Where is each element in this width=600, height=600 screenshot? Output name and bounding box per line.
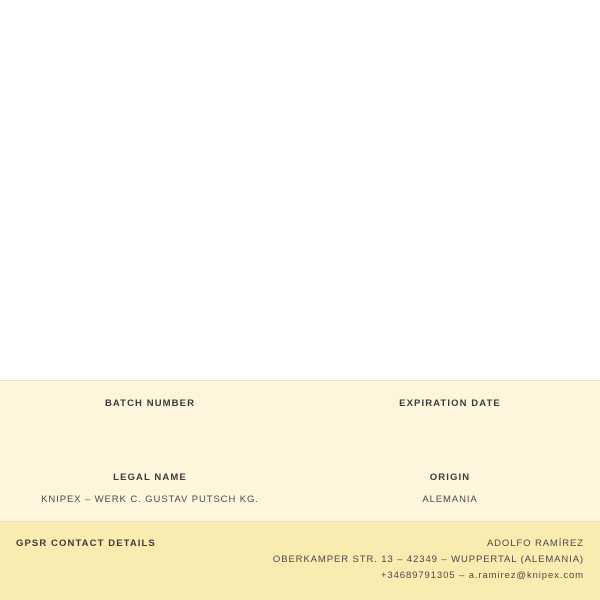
- legal-name-value: KNIPEX – WERK C. GUSTAV PUTSCH KG.: [41, 494, 259, 505]
- field-expiration-date: [300, 397, 600, 431]
- batch-number-value: [10, 419, 290, 431]
- batch-number-label: BATCH NUMBER: [104, 398, 196, 409]
- field-origin: [300, 471, 600, 507]
- field-batch-number: [0, 397, 300, 431]
- info-row-legal: [0, 471, 600, 507]
- product-info-panel: [0, 380, 600, 522]
- info-row-batch: [0, 397, 600, 431]
- gpsr-contact-name: ADOLFO RAMÍREZ: [486, 538, 584, 549]
- gpsr-contact-lines: [273, 536, 584, 584]
- origin-value: ALEMANIA: [422, 494, 478, 505]
- info-row-spacer: [0, 431, 600, 471]
- legal-name-label: LEGAL NAME: [113, 472, 187, 483]
- field-legal-name: [0, 471, 300, 507]
- gpsr-contact-title: GPSR CONTACT DETAILS: [16, 538, 156, 549]
- origin-label: ORIGIN: [429, 472, 471, 483]
- gpsr-contact-address: OBERKAMPER STR. 13 – 42349 – WUPPERTAL (ALEMANIA): [272, 554, 584, 565]
- gpsr-contact-phone-email: +34689791305 – a.ramirez@knipex.com: [380, 570, 584, 581]
- expiration-date-label: EXPIRATION DATE: [399, 398, 501, 409]
- gpsr-contact-panel: [0, 522, 600, 600]
- expiration-date-value: [310, 419, 590, 431]
